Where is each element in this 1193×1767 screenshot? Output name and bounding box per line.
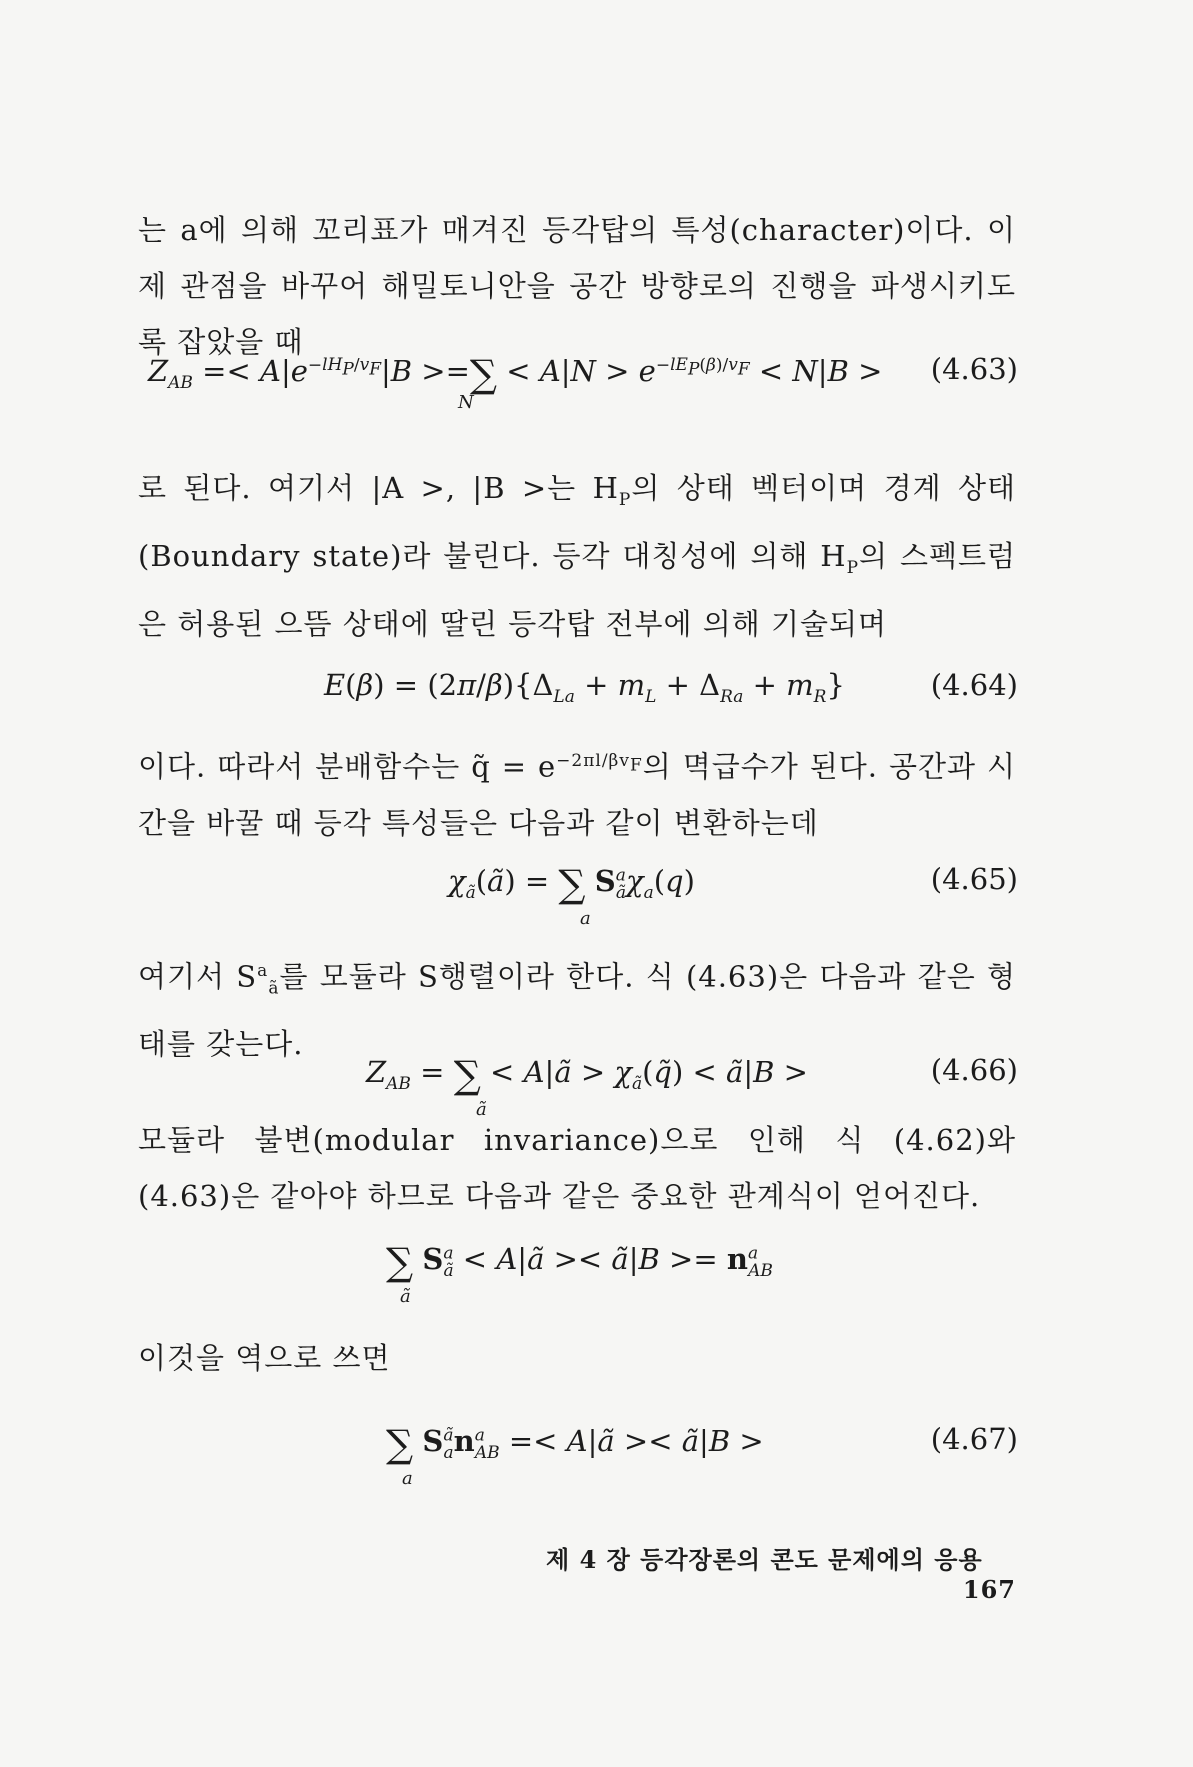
paragraph-5-text: 모듈라 불변(modular invariance)으로 인해 식 (4.62)와 (4.63)은 같아야 하므로 다음과 같은 중요한 관계식이 얻어진다. xyxy=(138,1123,1016,1213)
paragraph-3-sup: −2πl/βv xyxy=(556,751,630,771)
paragraph-2-part-3: 의 스펙트럼은 허용된 으뜸 상태에 딸린 등각탑 전부에 의해 기술되며 xyxy=(138,538,1017,641)
equation-4-63-body: $Z_{AB} =< A|e^{-lH_P/v_F}|B$ >=∑ < $A|N > e^{-lE_P(\beta)/v_F} < N|B$ > xyxy=(148,352,883,396)
equation-4-66 xyxy=(138,1053,1018,1120)
equation-4-66-body: $Z_{AB}$ = ∑ < A|ã > $\chi_ã(q̃)$ < ã|B > xyxy=(366,1053,808,1097)
equation-4-63 xyxy=(138,352,1018,412)
paragraph-5 xyxy=(138,1112,1016,1224)
paragraph-6-text: 이것을 역으로 쓰면 xyxy=(138,1341,391,1375)
equation-4-64-number: (4.64) xyxy=(930,668,1018,702)
equation-4-64-body: $E(\beta) = (2\pi/\beta)\{\Delta_{La} + m_L + \Delta_{Ra} + m_R\}$ xyxy=(324,668,845,707)
paragraph-1-text: 는 a에 의해 꼬리표가 매겨진 등각탑의 특성(character)이다. 이제 관점을 바꾸어 해밀토니안을 공간 방향로의 진행을 파생시키도록 잡았을 때 xyxy=(138,213,1016,359)
paragraph-3 xyxy=(138,733,1016,851)
paragraph-1 xyxy=(138,202,1016,370)
equation-4-65 xyxy=(138,862,1018,929)
paragraph-2 xyxy=(138,460,1016,652)
paragraph-2-sub-2: P xyxy=(846,557,860,578)
paragraph-4-part-2: 를 모듈라 S행렬이라 한다. 식 (4.63)은 다음과 같은 형태를 갖는다. xyxy=(138,959,1016,1062)
paragraph-3-text xyxy=(138,733,1016,851)
equation-4-64 xyxy=(138,668,1018,728)
equation-4-63-number: (4.63) xyxy=(930,352,1018,386)
paragraph-3-part-2: 의 멱급수가 된다. 공간과 시간을 바꿀 때 등각 특성들은 다음과 같이 변환하는데 xyxy=(138,749,1016,840)
paragraph-2-text xyxy=(138,460,1016,652)
equation-4-65-number: (4.65) xyxy=(930,862,1018,896)
paragraph-4-sup: a xyxy=(257,961,269,981)
paragraph-2-part-2: 의 상태 벡터이며 경계 상태(Boundary state)라 불린다. 등각 대칭성에 의해 H xyxy=(138,471,1016,573)
paragraph-3-sup-sub: F xyxy=(630,755,643,776)
paragraph-2-part-1: 로 된다. 여기서 |A >, |B >는 H xyxy=(138,471,619,505)
sum-index-a-tilde: ã xyxy=(476,1099,487,1120)
sum-index-a: a xyxy=(580,908,591,929)
equation-4-65-body: $\chi_ã(ã)$ = ∑ $S^a_ã\chi_a(q)$ xyxy=(448,862,695,906)
sum-index-a-tilde-2: ã xyxy=(400,1286,411,1307)
equation-4-67-number: (4.67) xyxy=(930,1422,1018,1456)
running-footer xyxy=(500,1540,1016,1604)
equation-unnumbered xyxy=(138,1240,1018,1307)
chapter-title: 제 4 장 등각장론의 콘도 문제에의 응용 xyxy=(546,1545,983,1574)
equation-4-67-body: ∑ $S^ã_an^a_{AB}$ =< A|ã >< ã|B > xyxy=(386,1422,764,1466)
paragraph-3-part-1: 이다. 따라서 분배함수는 q̃ = e xyxy=(138,749,557,784)
equation-unnumbered-body: ∑ $S^a_ã$ < A|ã >< ã|B >= $n^a_{AB}$ xyxy=(386,1240,773,1284)
equation-4-66-number: (4.66) xyxy=(930,1053,1018,1087)
paragraph-4-part-1: 여기서 S xyxy=(138,959,258,994)
paragraph-6 xyxy=(138,1330,1016,1386)
sum-index-a-2: a xyxy=(402,1468,413,1489)
paragraph-2-sub-1: P xyxy=(618,489,632,510)
sum-index-N: N xyxy=(458,392,474,413)
paragraph-4-sub: ã xyxy=(268,978,280,999)
equation-4-67 xyxy=(138,1422,1018,1489)
page-number: 167 xyxy=(962,1575,1016,1604)
